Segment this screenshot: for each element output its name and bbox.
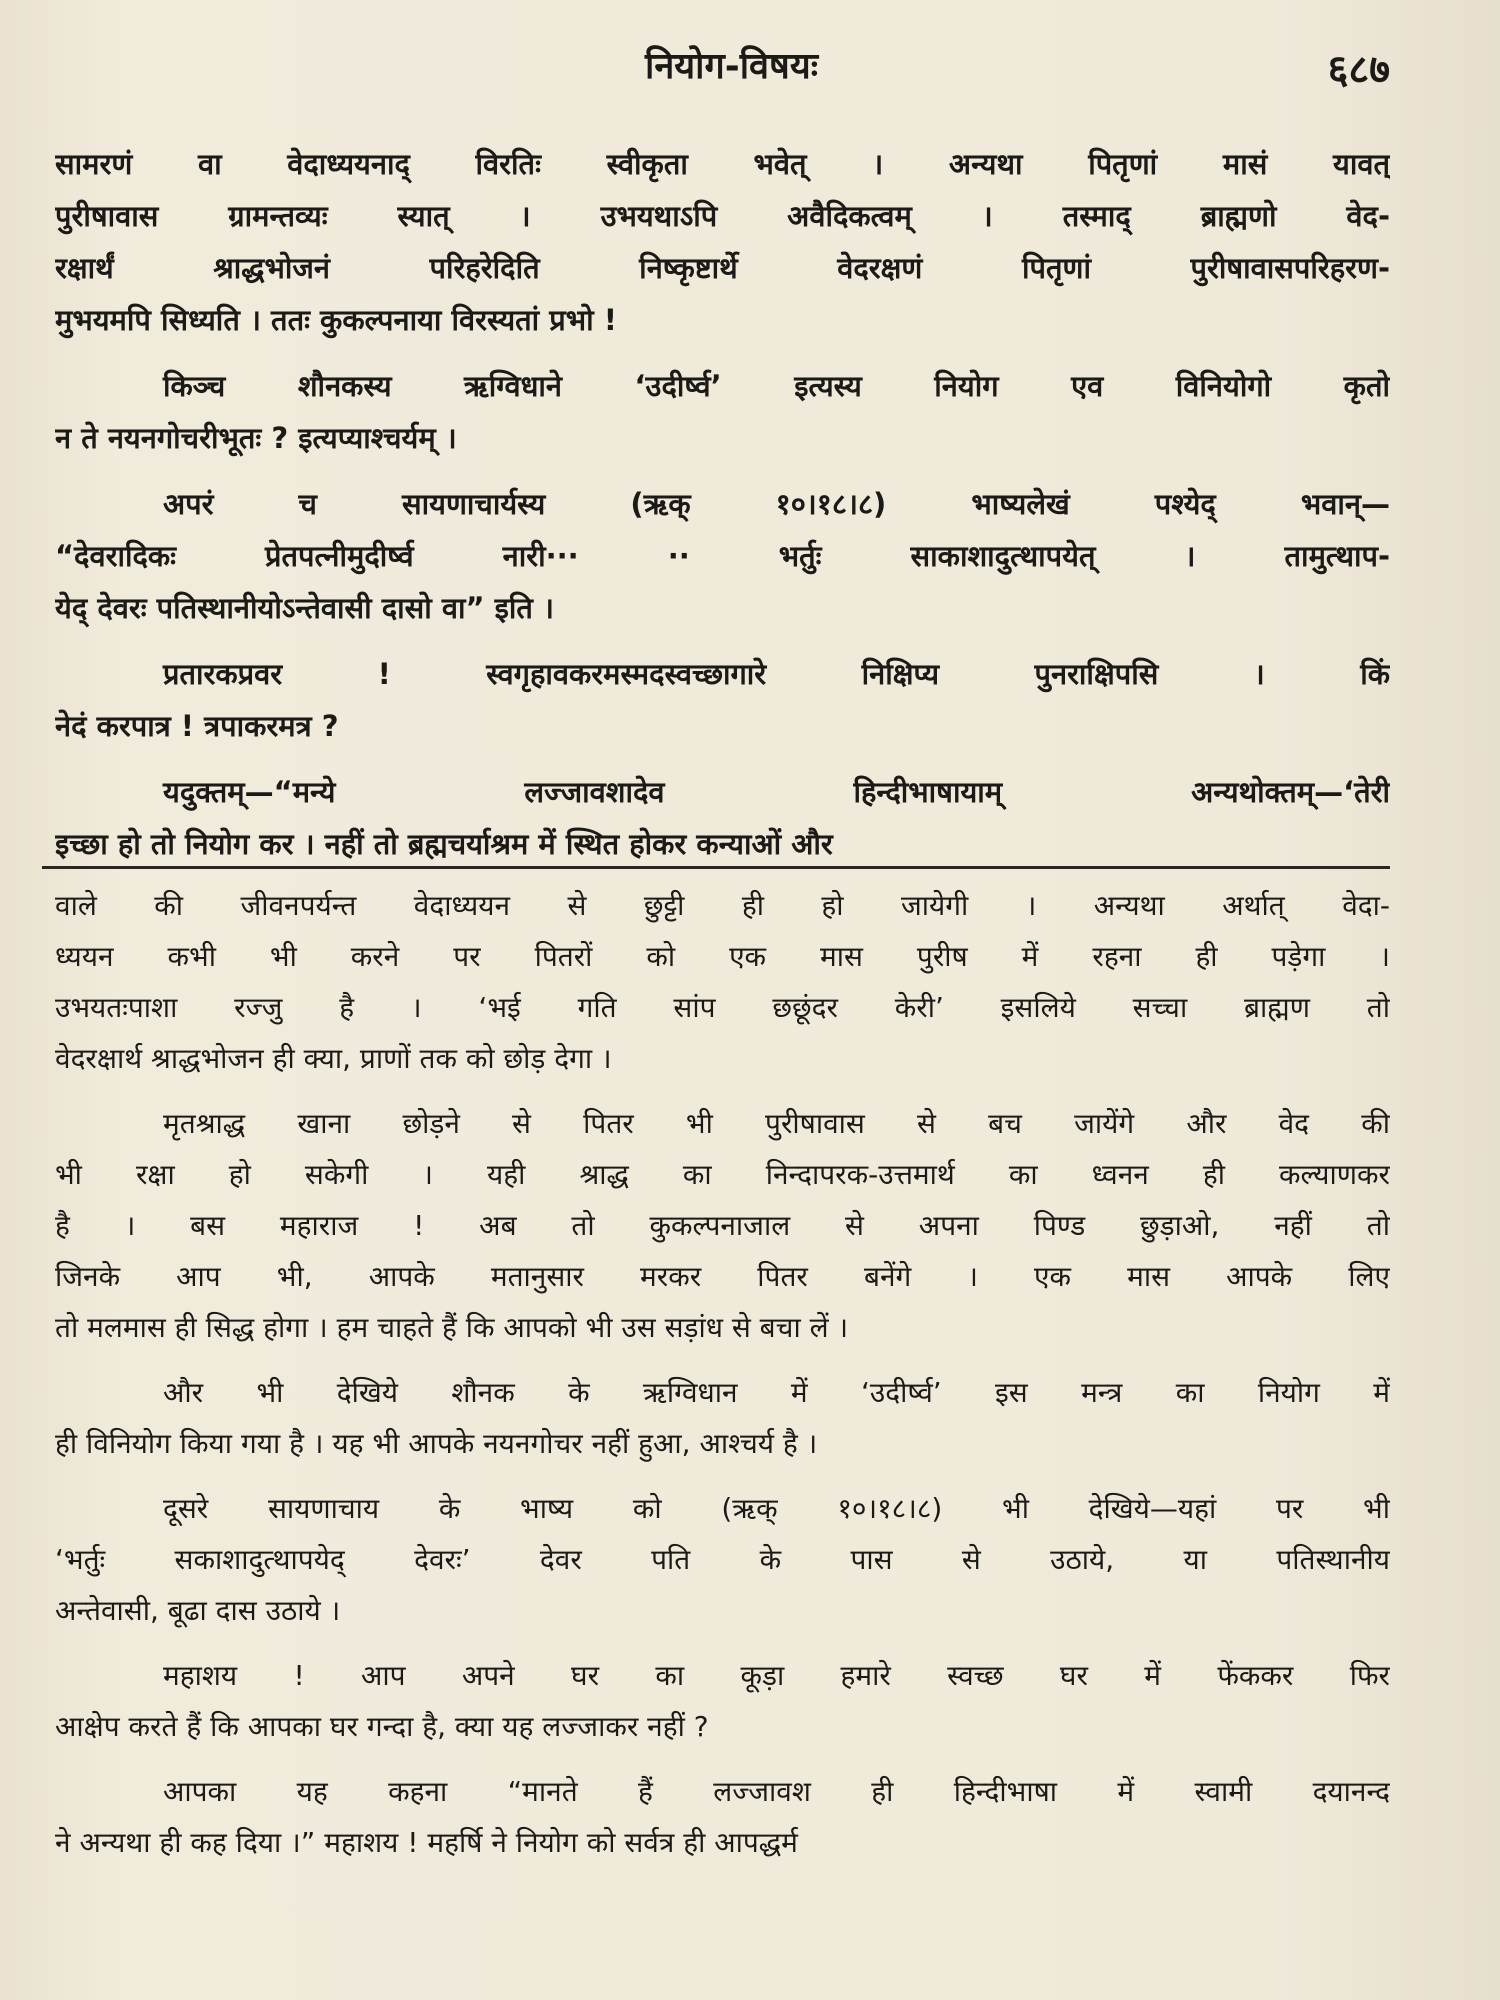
text-line: ने अन्यथा ही कह दिया ।” महाशय ! महर्षि ने नियोग को सर्वत्र ही आपद्धर्म	[55, 1826, 798, 1859]
text-line: तो मलमास ही सिद्ध होगा । हम चाहते हैं कि आपको भी उस सड़ांध से बचा लें ।	[55, 1311, 849, 1344]
text-line: और भी देखिये शौनक के ऋग्विधान में ‘उदीर्ष्व’ इस मन्त्र का नियोग में	[163, 1376, 1390, 1409]
text-line: आपका यह कहना “मानते हैं लज्जावश ही हिन्दीभाषा में स्वामी दयानन्द	[163, 1775, 1390, 1808]
paragraph	[55, 880, 1390, 1084]
paragraph	[55, 766, 1390, 870]
paragraph	[55, 1766, 1390, 1868]
text-line: नेदं करपात्र ! त्रपाकरमत्र ?	[55, 709, 339, 743]
text-line: आक्षेप करते हैं कि आपका घर गन्दा है, क्या यह लज्जाकर नहीं ?	[55, 1710, 709, 1743]
paragraph	[55, 1650, 1390, 1752]
paragraph	[55, 648, 1390, 752]
running-title: नियोग-विषयः	[645, 46, 819, 87]
text-line: वाले की जीवनपर्यन्त वेदाध्ययन से छुट्टी ही हो जायेगी । अन्यथा अर्थात् वेदा-	[55, 889, 1390, 922]
text-line: किञ्च शौनकस्य ऋग्विधाने ‘उदीर्ष्व’ इत्यस्य नियोग एव विनियोगो कृतो	[163, 369, 1390, 403]
paragraph	[55, 360, 1390, 464]
text-line: मृतश्राद्ध खाना छोड़ने से पितर भी पुरीषावास से बच जायेंगे और वेद की	[163, 1107, 1390, 1140]
text-line: ध्ययन कभी भी करने पर पितरों को एक मास पुरीष में रहना ही पड़ेगा ।	[55, 940, 1390, 973]
text-line: महाशय ! आप अपने घर का कूड़ा हमारे स्वच्छ घर में फेंककर फिर	[163, 1659, 1390, 1692]
text-line: दूसरे सायणाचाय के भाष्य को (ऋक् १०।१८।८) भी देखिये—यहां पर भी	[163, 1492, 1390, 1525]
text-line: यदुक्तम्—“मन्ये लज्जावशादेव हिन्दीभाषायाम् अन्यथोक्तम्—‘तेरी	[163, 775, 1390, 809]
page-number: ६८७	[1327, 47, 1390, 93]
section-divider	[42, 866, 1390, 869]
hindi-translation-block	[55, 880, 1390, 1882]
text-line: पुरीषावास ग्रामन्तव्यः स्यात् । उभयथाऽपि अवैदिकत्वम् । तस्माद् ब्राह्मणो वेद-	[55, 199, 1390, 233]
paragraph	[55, 1483, 1390, 1636]
text-line: ‘भर्तुः सकाशादुत्थापयेद् देवरः’ देवर पति के पास से उठाये, या पतिस्थानीय	[55, 1543, 1390, 1576]
text-line: न ते नयनगोचरीभूतः ? इत्यप्याश्चर्यम् ।	[55, 421, 457, 455]
paragraph	[55, 478, 1390, 634]
text-line: जिनके आप भी, आपके मतानुसार मरकर पितर बनेंगे । एक मास आपके लिए	[55, 1260, 1390, 1293]
text-line: मुभयमपि सिध्यति । ततः कुकल्पनाया विरस्यतां प्रभो !	[55, 303, 617, 337]
text-line: रक्षार्थं श्राद्धभोजनं परिहरेदिति निष्कृष्टार्थे वेदरक्षणं पितृणां पुरीषावासपरिहरण-	[55, 251, 1390, 285]
text-line: सामरणं वा वेदाध्ययनाद् विरतिः स्वीकृता भवेत् । अन्यथा पितृणां मासं यावत्	[55, 147, 1390, 181]
text-line: है । बस महाराज ! अब तो कुकल्पनाजाल से अपना पिण्ड छुड़ाओ, नहीं तो	[55, 1209, 1390, 1242]
text-line: उभयतःपाशा रज्जु है । ‘भई गति सांप छछूंदर केरी’ इसलिये सच्चा ब्राह्मण तो	[55, 991, 1390, 1024]
text-line: “देवरादिकः प्रेतपत्नीमुदीर्ष्व नारी··· ·· भर्तुः साकाशादुत्थापयेत् । तामुत्थाप-	[55, 539, 1390, 573]
text-line: प्रतारकप्रवर ! स्वगृहावकरमस्मदस्वच्छागारे निक्षिप्य पुनराक्षिपसि । किं	[163, 657, 1390, 691]
sanskrit-text-block	[55, 138, 1390, 884]
paragraph	[55, 1367, 1390, 1469]
text-line: वेदरक्षार्थ श्राद्धभोजन ही क्या, प्राणों तक को छोड़ देगा ।	[55, 1042, 612, 1075]
text-line: अपरं च सायणाचार्यस्य (ऋक् १०।१८।८) भाष्यलेखं पश्येद् भवान्—	[163, 487, 1390, 521]
page-header	[55, 40, 1390, 100]
text-line: इच्छा हो तो नियोग कर । नहीं तो ब्रह्मचर्याश्रम में स्थित होकर कन्याओं और	[55, 827, 833, 861]
text-line: ही विनियोग किया गया है । यह भी आपके नयनगोचर नहीं हुआ, आश्चर्य है ।	[55, 1427, 818, 1460]
text-line: अन्तेवासी, बूढा दास उठाये ।	[55, 1594, 341, 1627]
paragraph	[55, 138, 1390, 346]
text-line: भी रक्षा हो सकेगी । यही श्राद्ध का निन्दापरक-उत्तमार्थ का ध्वनन ही कल्याणकर	[55, 1158, 1390, 1191]
text-line: येद् देवरः पतिस्थानीयोऽन्तेवासी दासो वा” इति ।	[55, 591, 554, 625]
paragraph	[55, 1098, 1390, 1353]
